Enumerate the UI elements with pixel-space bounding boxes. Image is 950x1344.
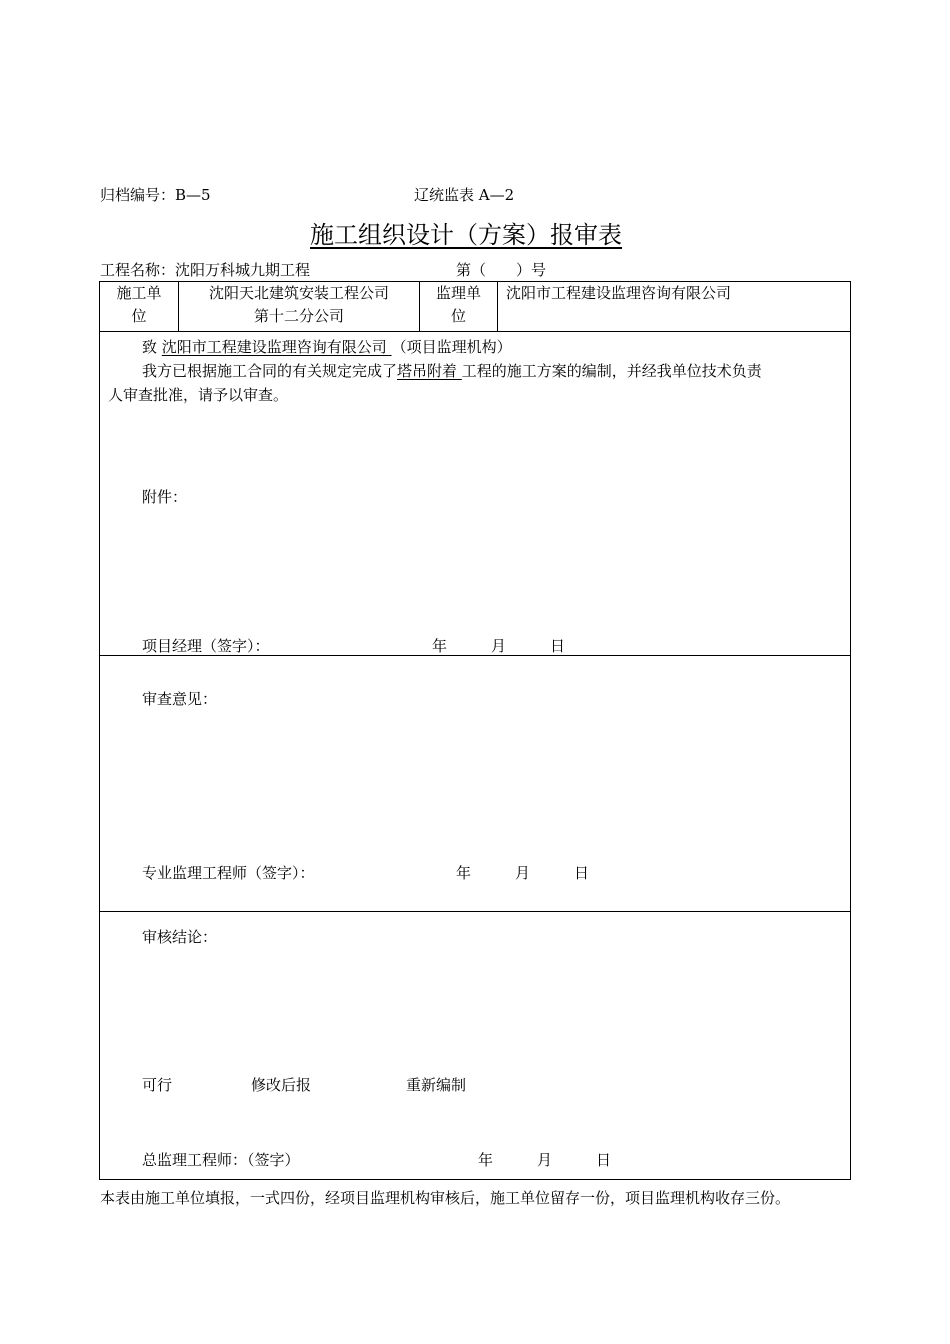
submit-year-label: 年: [432, 637, 448, 655]
conclusion-month-label: 月: [537, 1151, 553, 1169]
submit-day-label: 日: [550, 637, 566, 655]
project-label: 工程名称：: [100, 261, 176, 279]
supervisor-label-line2: 位: [450, 307, 466, 325]
approval-form-table: [99, 281, 851, 1180]
body-text-a: 我方已根据施工合同的有关规定完成了: [142, 362, 398, 380]
option-approve: 可行: [142, 1076, 173, 1094]
contractor-name-cell: [179, 282, 420, 332]
work-item-name: 塔吊附着: [397, 362, 462, 380]
supervisor-name-cell: 沈阳市工程建设监理咨询有限公司: [498, 282, 851, 332]
supervisor-label-line1: 监理单: [435, 284, 481, 302]
conclusion-row: [100, 912, 851, 1180]
chief-engineer-signature-label: 总监理工程师：（签字）: [142, 1151, 300, 1169]
to-suffix: （项目监理机构）: [391, 338, 512, 356]
option-recompile: 重新编制: [406, 1076, 467, 1094]
info-row: [100, 282, 851, 332]
to-prefix: 致: [142, 338, 158, 356]
footer-note: 本表由施工单位填报，一式四份，经项目监理机构审核后，施工单位留存一份，项目监理机构收存三份。: [100, 1189, 791, 1207]
review-section: [100, 656, 851, 912]
supervisor-label-cell: [420, 282, 498, 332]
engineer-signature-label: 专业监理工程师（签字）：: [142, 864, 315, 882]
conclusion-day-label: 日: [596, 1151, 612, 1169]
review-month-label: 月: [515, 864, 531, 882]
contractor-label-cell: [100, 282, 179, 332]
attachment-label: 附件：: [142, 488, 188, 506]
form-number: 第（ ）号: [456, 261, 547, 279]
body-text-c: 工程的施工方案的编制，并经我单位技术负责: [461, 362, 762, 380]
contractor-name-line1: 沈阳天北建筑安装工程公司: [208, 284, 389, 302]
project-name-line: [100, 259, 310, 280]
contractor-label-line1: 施工单: [116, 284, 162, 302]
form-code: 辽统监表 A—2: [414, 186, 515, 204]
page-title: 施工组织设计（方案）报审表: [310, 221, 622, 249]
submission-body-line2: 人审查批准，请予以审查。: [108, 386, 289, 404]
conclusion-label: 审核结论：: [142, 928, 218, 946]
review-row: [100, 656, 851, 912]
submit-month-label: 月: [491, 637, 507, 655]
option-revise-resubmit: 修改后报: [251, 1076, 312, 1094]
supervisor-org-name: 沈阳市工程建设监理咨询有限公司: [161, 338, 392, 356]
review-opinion-label: 审查意见：: [142, 690, 218, 708]
submission-section: [100, 332, 851, 656]
review-day-label: 日: [574, 864, 590, 882]
project-name: 沈阳万科城九期工程: [175, 261, 311, 279]
project-manager-signature-label: 项目经理（签字）：: [142, 637, 270, 655]
conclusion-year-label: 年: [478, 1151, 494, 1169]
submission-body-line1: [142, 360, 762, 381]
conclusion-section: [100, 912, 851, 1180]
review-year-label: 年: [456, 864, 472, 882]
contractor-name-line2: 第十二分公司: [253, 307, 344, 325]
submission-row: [100, 332, 851, 656]
contractor-label-line2: 位: [131, 307, 147, 325]
archive-number: 归档编号：B—5: [100, 186, 211, 204]
addressee-line: [142, 336, 512, 357]
